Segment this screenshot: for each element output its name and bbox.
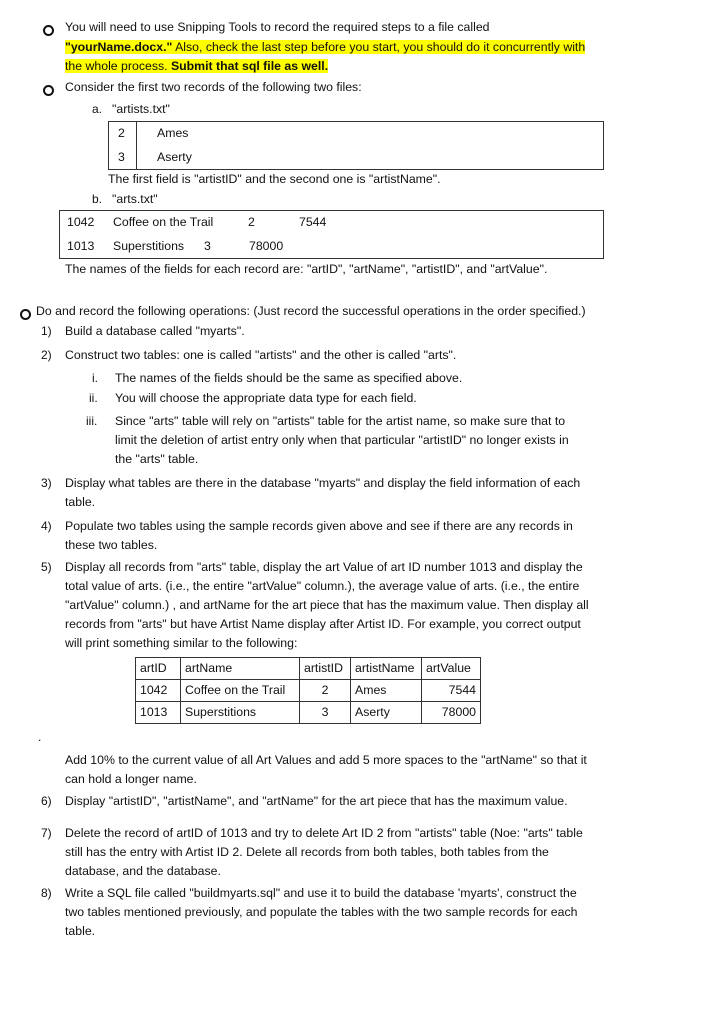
cell-artistid: 3 [300,702,351,724]
bullet-icon [43,25,54,36]
cell-artid: 1013 [136,702,181,724]
header-artistid: artistID [300,658,351,680]
file-a-marker: a. [92,102,103,116]
table-row [136,680,481,702]
step-2iii-line-1: Since "arts" table will rely on "artists" table for the artist name, so make sure that to [115,414,566,428]
header-artname: artName [181,658,300,680]
cell-artistname: Aserty [351,702,422,724]
arts-row-2-value: 78000 [249,239,284,253]
table-header-row [136,658,481,680]
intro-line-3 [65,57,328,76]
artists-row-2-id: 3 [118,150,125,164]
sample-output-table [135,657,481,724]
step-5-number: 5) [41,560,52,574]
bullet-icon [20,309,31,320]
step-7-line-2: still has the entry with Artist ID 2. Delete all records from both tables, both tables from the [65,845,549,859]
cell-artvalue: 7544 [422,680,481,702]
header-artid: artID [136,658,181,680]
artists-row-1-name: Ames [157,126,189,140]
arts-note: The names of the fields for each record are: "artID", "artName", "artistID", and "artValue". [65,262,548,276]
arts-row-2-name: Superstitions [113,239,185,253]
add-line-1: Add 10% to the current value of all Art Values and add 5 more spaces to the "artName" so that it [65,753,587,767]
cell-artname: Coffee on the Trail [181,680,300,702]
consider-line: Consider the first two records of the following two files: [65,80,362,94]
step-8-number: 8) [41,886,52,900]
step-5-line-2: total value of arts. (i.e., the entire "artValue" column.), the average value of arts. (i.e., the entire [65,579,580,593]
docx-filename: "yourName.docx." [65,40,173,54]
artists-note: The first field is "artistID" and the second one is "artistName". [108,172,441,186]
step-8-line-2: two tables mentioned previously, and populate the tables with the two sample records for each [65,905,578,919]
step-3-line-2: table. [65,495,96,509]
step-2ii: You will choose the appropriate data type for each field. [115,391,417,405]
arts-row-2-artist: 3 [204,239,211,253]
step-4-line-1: Populate two tables using the sample records given above and see if there are any records in [65,519,573,533]
arts-row-1-value: 7544 [299,215,327,229]
add-line-2: can hold a longer name. [65,772,197,786]
step-2: Construct two tables: one is called "artists" and the other is called "arts". [65,348,457,362]
intro-line-2 [65,38,585,57]
intro-line-2-text: Also, check the last step before you start, you should do it concurrently with [172,40,586,54]
step-1: Build a database called "myarts". [65,324,245,338]
step-2-number: 2) [41,348,52,362]
step-6: Display "artistID", "artistName", and "artName" for the art piece that has the maximum value. [65,794,568,808]
step-4-number: 4) [41,519,52,533]
cell-artvalue: 78000 [422,702,481,724]
arts-row-2-id: 1013 [67,239,95,253]
step-3-line-1: Display what tables are there in the database "myarts" and display the field information of each [65,476,581,490]
file-b-name: "arts.txt" [112,192,158,206]
cell-artid: 1042 [136,680,181,702]
table-row [136,702,481,724]
step-1-number: 1) [41,324,52,338]
ops-header: Do and record the following operations: (Just record the successful operations in the order specified.) [36,304,586,318]
step-8-line-3: table. [65,924,96,938]
step-5-line-1: Display all records from "arts" table, display the art Value of art ID number 1013 and display the [65,560,583,574]
step-2iii-line-2: limit the deletion of artist entry only when that particular "artistID" no longer exists in [115,433,569,447]
file-a-name: "artists.txt" [112,102,170,116]
step-6-number: 6) [41,794,52,808]
step-3-number: 3) [41,476,52,490]
arts-row-1-name: Coffee on the Trail [113,215,214,229]
intro-line-3-text: the whole process. [65,59,171,73]
stray-dot: . [38,730,42,744]
arts-row-1-artist: 2 [248,215,255,229]
header-artistname: artistName [351,658,422,680]
cell-artistname: Ames [351,680,422,702]
step-7-number: 7) [41,826,52,840]
step-2iii-number: iii. [86,414,98,428]
step-5-line-5: will print something similar to the following: [65,636,298,650]
submit-sql-note: Submit that sql file as well. [170,59,329,73]
step-4-line-2: these two tables. [65,538,158,552]
step-5-line-4: records from "arts" but have Artist Name display after Artist ID. For example, you correct output [65,617,581,631]
file-b-marker: b. [92,192,103,206]
arts-row-1-id: 1042 [67,215,95,229]
step-8-line-1: Write a SQL file called "buildmyarts.sql" and use it to build the database 'myarts', construct the [65,886,577,900]
artists-row-2-name: Aserty [157,150,192,164]
step-5-line-3: "artValue" column.) , and artName for the art piece that has the maximum value. Then display all [65,598,589,612]
step-7-line-1: Delete the record of artID of 1013 and try to delete Art ID 2 from "artists" table (Noe: "arts" table [65,826,583,840]
step-2i-number: i. [92,371,98,385]
step-2ii-number: ii. [89,391,98,405]
bullet-icon [43,85,54,96]
step-2i: The names of the fields should be the same as specified above. [115,371,463,385]
artists-file-divider [136,121,137,169]
artists-row-1-id: 2 [118,126,125,140]
step-2iii-line-3: the "arts" table. [115,452,199,466]
header-artvalue: artValue [422,658,481,680]
intro-line-1: You will need to use Snipping Tools to record the required steps to a file called [65,20,490,34]
cell-artname: Superstitions [181,702,300,724]
step-7-line-3: database, and the database. [65,864,221,878]
cell-artistid: 2 [300,680,351,702]
